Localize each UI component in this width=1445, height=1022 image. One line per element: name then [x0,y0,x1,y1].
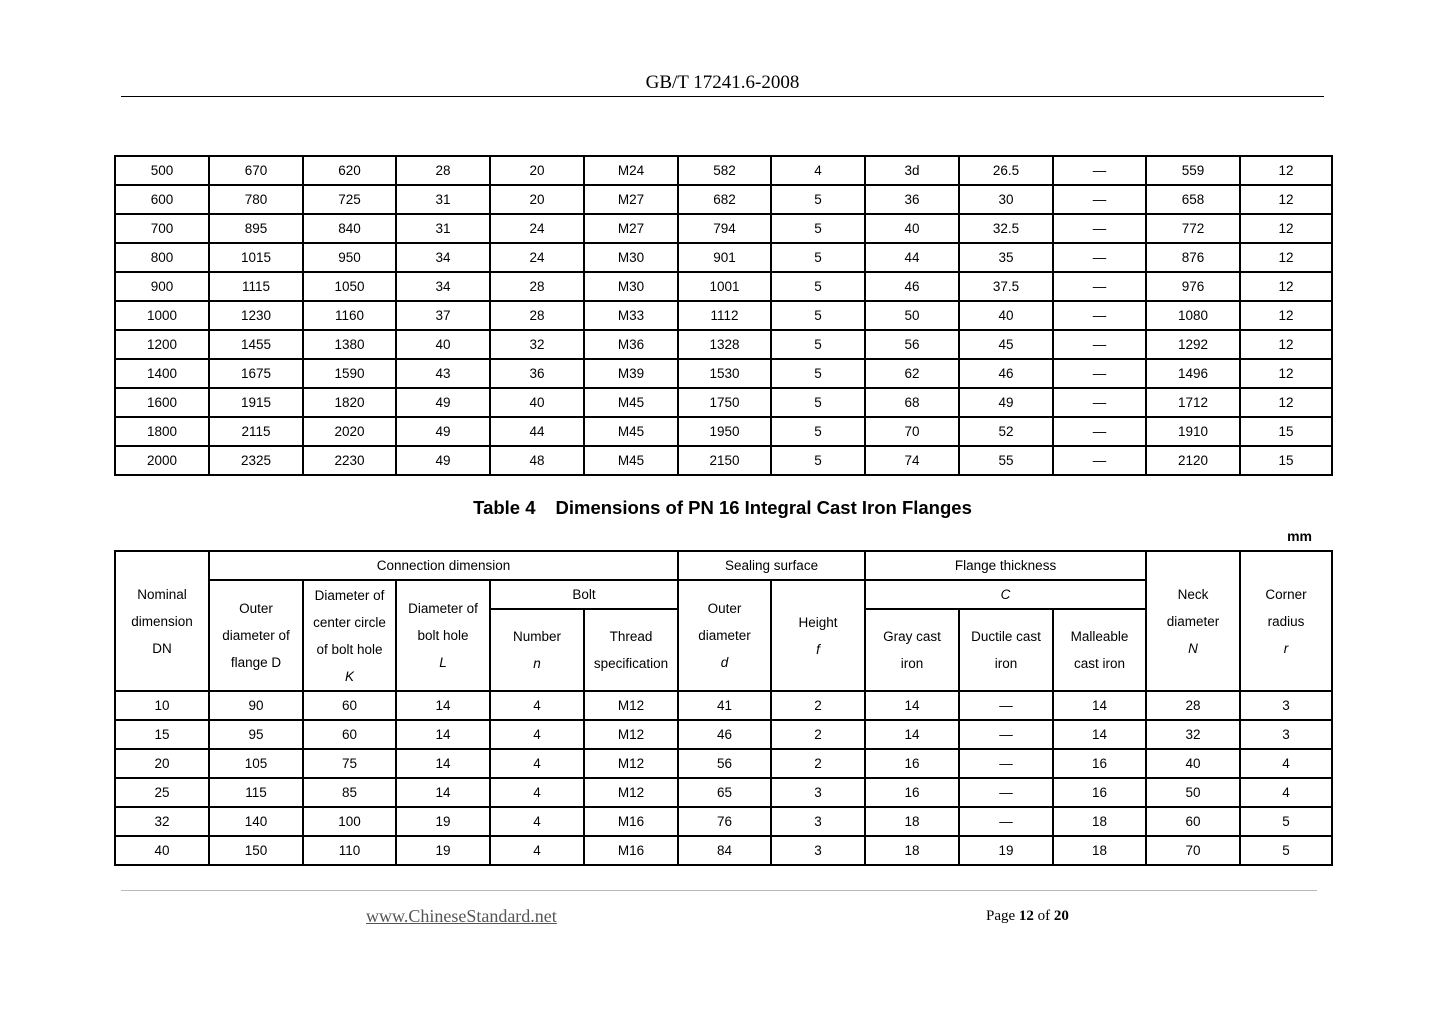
table-cell: 2 [771,691,865,720]
table-cell: 24 [490,243,584,272]
table-row [115,272,1332,301]
table-cell: 2 [771,749,865,778]
table-cell: M16 [584,836,678,865]
table-cell: 2000 [115,446,209,475]
page-current: 12 [1018,908,1034,924]
table-cell: 840 [303,214,396,243]
table-row [115,301,1332,330]
table-cell: 41 [678,691,771,720]
table-cell: 5 [771,417,865,446]
table-cell: 1328 [678,330,771,359]
table-cell: 1000 [115,301,209,330]
table-row [115,214,1332,243]
table-cell: M27 [584,185,678,214]
table-cell: 20 [115,749,209,778]
header-outer-diameter-d: Outer diameter d [678,580,771,691]
table-cell: 4 [490,691,584,720]
table-cell: — [1053,185,1146,214]
table-cell: 19 [959,836,1053,865]
table-cell: 44 [865,243,959,272]
table-cell: 2115 [209,417,303,446]
table-cell: M36 [584,330,678,359]
table-cell: 1080 [1146,301,1240,330]
table-cell: M16 [584,807,678,836]
table-cell: 74 [865,446,959,475]
table-cell: 2020 [303,417,396,446]
table-cell: — [1053,417,1146,446]
table-cell: 2325 [209,446,303,475]
table-cell: 2150 [678,446,771,475]
table-cell: 40 [959,301,1053,330]
table-cell: 35 [959,243,1053,272]
table-cell: 49 [396,446,490,475]
table-3-continued [114,155,1333,476]
table-cell: 14 [396,691,490,720]
table-cell: 794 [678,214,771,243]
header-thickness-symbol-c: C [865,580,1146,609]
header-bolt-hole-diameter: Diameter of bolt hole L [396,580,490,691]
table-cell: 28 [490,301,584,330]
header-corner-radius: Corner radius r [1240,551,1332,691]
table-cell: 28 [1146,691,1240,720]
header-flange-thickness: Flange thickness [865,551,1146,580]
table-cell: 600 [115,185,209,214]
table-cell: 36 [865,185,959,214]
header-bolt-number: Number n [490,609,584,691]
table-cell: 19 [396,836,490,865]
table-cell: M12 [584,720,678,749]
table-cell: 12 [1240,214,1332,243]
table-cell: 1530 [678,359,771,388]
table-cell: 84 [678,836,771,865]
table-cell: 18 [1053,807,1146,836]
table-4-unit: mm [1287,528,1312,544]
table-cell: 40 [490,388,584,417]
table-cell: 1750 [678,388,771,417]
table-cell: 1496 [1146,359,1240,388]
table-row [115,778,1332,807]
table-cell: 500 [115,156,209,185]
table-cell: 1200 [115,330,209,359]
table-cell: 20 [490,185,584,214]
table-cell: 20 [490,156,584,185]
table-cell: 34 [396,243,490,272]
table-cell: 12 [1240,272,1332,301]
table-cell: 876 [1146,243,1240,272]
table-cell: 56 [678,749,771,778]
table-cell: 14 [396,749,490,778]
table-cell: 28 [490,272,584,301]
table-cell: 5 [771,301,865,330]
table-cell: 670 [209,156,303,185]
table-cell: — [959,720,1053,749]
table-cell: 3 [771,778,865,807]
footer-rule [121,890,1317,891]
table-row [115,720,1332,749]
table-4-caption [0,497,1445,519]
table-cell: M30 [584,272,678,301]
table-cell: M27 [584,214,678,243]
table-cell: 1160 [303,301,396,330]
table-cell: 1112 [678,301,771,330]
table-cell: 10 [115,691,209,720]
table-cell: 700 [115,214,209,243]
table-cell: 55 [959,446,1053,475]
table-row [115,807,1332,836]
header-ductile-cast-iron: Ductile cast iron [959,609,1053,691]
header-neck-diameter: Neck diameter N [1146,551,1240,691]
table-cell: 70 [865,417,959,446]
table-cell: 725 [303,185,396,214]
table-cell: 18 [1053,836,1146,865]
table-cell: 2 [771,720,865,749]
table-cell: 32 [490,330,584,359]
table-cell: 140 [209,807,303,836]
document-header-title: GB/T 17241.6-2008 [645,72,800,93]
table-cell: 25 [115,778,209,807]
table-cell: 40 [1146,749,1240,778]
table-cell: 46 [678,720,771,749]
table-cell: 5 [1240,836,1332,865]
table-cell: 1115 [209,272,303,301]
table-cell: — [1053,446,1146,475]
header-outer-diameter-flange: Outer diameter of flange D [209,580,303,691]
table-cell: 1001 [678,272,771,301]
table-cell: 52 [959,417,1053,446]
table-cell: 900 [115,272,209,301]
table-cell: 1910 [1146,417,1240,446]
table-cell: 26.5 [959,156,1053,185]
table-cell: — [959,807,1053,836]
table-4-header [115,551,1332,691]
table-cell: 1800 [115,417,209,446]
table-cell: 3d [865,156,959,185]
table-cell: 16 [865,778,959,807]
table-cell: 15 [1240,417,1332,446]
table-cell: 32.5 [959,214,1053,243]
header-nominal-dimension: Nominal dimension DN [115,551,209,691]
table-cell: 4 [771,156,865,185]
table-cell: 4 [490,807,584,836]
table-cell: 60 [1146,807,1240,836]
table-cell: 34 [396,272,490,301]
table-cell: M24 [584,156,678,185]
table-row [115,388,1332,417]
header-malleable-cast-iron: Malleable cast iron [1053,609,1146,691]
table-cell: 1292 [1146,330,1240,359]
table-cell: 16 [1053,749,1146,778]
table-cell: 5 [771,272,865,301]
table-cell: 56 [865,330,959,359]
table-cell: 49 [396,417,490,446]
table-cell: 14 [865,720,959,749]
table-cell: 18 [865,807,959,836]
table-cell: 3 [771,807,865,836]
table-cell: 5 [771,359,865,388]
table-cell: 32 [115,807,209,836]
table-cell: 50 [865,301,959,330]
table-4-caption-number: Table 4 [473,497,536,518]
table-cell: — [959,778,1053,807]
table-cell: 1915 [209,388,303,417]
table-cell: 582 [678,156,771,185]
table-cell: 100 [303,807,396,836]
table-cell: M39 [584,359,678,388]
table-cell: 620 [303,156,396,185]
table-row [115,156,1332,185]
table-cell: 45 [959,330,1053,359]
footer-page-indicator [986,908,1069,925]
table-cell: 901 [678,243,771,272]
table-cell: 150 [209,836,303,865]
table-cell: — [1053,301,1146,330]
header-rule [121,96,1324,97]
table-cell: 1400 [115,359,209,388]
table-cell: 5 [771,446,865,475]
table-cell: 14 [1053,691,1146,720]
table-cell: M33 [584,301,678,330]
table-cell: 4 [490,836,584,865]
header-bolt: Bolt [490,580,678,609]
table-cell: 976 [1146,272,1240,301]
header-height: Height f [771,580,865,691]
table-row [115,749,1332,778]
table-cell: 5 [771,330,865,359]
table-row [115,836,1332,865]
table-cell: 15 [115,720,209,749]
table-cell: 16 [865,749,959,778]
table-cell: 14 [396,720,490,749]
table-cell: 28 [396,156,490,185]
table-cell: 50 [1146,778,1240,807]
table-cell: M45 [584,446,678,475]
table-cell: 895 [209,214,303,243]
header-thread-specification: Thread specification [584,609,678,691]
table-cell: 12 [1240,330,1332,359]
table-3-body [115,156,1332,475]
table-cell: 12 [1240,243,1332,272]
footer-website-link[interactable]: www.ChineseStandard.net [366,906,557,926]
table-cell: — [1053,243,1146,272]
table-row [115,417,1332,446]
table-cell: 1050 [303,272,396,301]
table-cell: 40 [865,214,959,243]
table-cell: 32 [1146,720,1240,749]
table-cell: 37 [396,301,490,330]
table-cell: 4 [490,749,584,778]
table-cell: 19 [396,807,490,836]
table-4 [114,550,1333,866]
table-row [115,185,1332,214]
page-word: Page [986,908,1016,924]
table-cell: 115 [209,778,303,807]
table-cell: 43 [396,359,490,388]
header-bolt-circle-diameter: Diameter of center circle of bolt hole K [303,580,396,691]
table-cell: M45 [584,388,678,417]
table-cell: 75 [303,749,396,778]
table-cell: 105 [209,749,303,778]
table-cell: — [959,691,1053,720]
table-cell: 70 [1146,836,1240,865]
table-row [115,691,1332,720]
table-cell: 18 [865,836,959,865]
table-cell: 16 [1053,778,1146,807]
page-of: of [1037,908,1051,924]
table-cell: 60 [303,691,396,720]
table-cell: 4 [1240,778,1332,807]
table-cell: 5 [771,388,865,417]
table-cell: 12 [1240,156,1332,185]
table-cell: — [1053,359,1146,388]
table-cell: 14 [1053,720,1146,749]
table-cell: 12 [1240,359,1332,388]
header-connection-dimension: Connection dimension [209,551,678,580]
table-cell: 772 [1146,214,1240,243]
table-cell: 5 [771,243,865,272]
table-cell: 14 [865,691,959,720]
table-cell: 4 [490,720,584,749]
table-cell: 780 [209,185,303,214]
table-cell: 682 [678,185,771,214]
table-cell: 800 [115,243,209,272]
table-4-body [115,691,1332,865]
table-cell: 30 [959,185,1053,214]
table-cell: 658 [1146,185,1240,214]
table-cell: 95 [209,720,303,749]
table-cell: M45 [584,417,678,446]
table-cell: 1590 [303,359,396,388]
table-cell: 2230 [303,446,396,475]
table-cell: 5 [771,185,865,214]
table-cell: 1820 [303,388,396,417]
table-cell: 1600 [115,388,209,417]
table-cell: 3 [1240,691,1332,720]
table-cell: 5 [1240,807,1332,836]
table-row [115,243,1332,272]
table-cell: 68 [865,388,959,417]
table-cell: — [1053,388,1146,417]
table-cell: 40 [396,330,490,359]
table-cell: — [1053,156,1146,185]
table-cell: 37.5 [959,272,1053,301]
table-cell: 12 [1240,185,1332,214]
table-cell: 12 [1240,301,1332,330]
table-cell: 3 [771,836,865,865]
table-cell: — [1053,330,1146,359]
table-row [115,359,1332,388]
table-cell: 3 [1240,720,1332,749]
table-cell: 1230 [209,301,303,330]
table-cell: 85 [303,778,396,807]
table-cell: 950 [303,243,396,272]
page-total: 20 [1053,908,1069,924]
table-cell: 76 [678,807,771,836]
table-cell: 1455 [209,330,303,359]
table-cell: 1675 [209,359,303,388]
table-cell: M12 [584,691,678,720]
table-cell: 90 [209,691,303,720]
table-cell: 1950 [678,417,771,446]
table-cell: 12 [1240,388,1332,417]
header-sealing-surface: Sealing surface [678,551,865,580]
table-cell: 5 [771,214,865,243]
table-cell: M30 [584,243,678,272]
table-cell: 48 [490,446,584,475]
table-cell: 31 [396,185,490,214]
table-cell: 65 [678,778,771,807]
table-cell: 40 [115,836,209,865]
table-row [115,446,1332,475]
table-cell: — [959,749,1053,778]
table-cell: 1712 [1146,388,1240,417]
table-cell: 559 [1146,156,1240,185]
table-cell: — [1053,214,1146,243]
table-cell: 110 [303,836,396,865]
table-row [115,330,1332,359]
table-cell: 36 [490,359,584,388]
table-cell: 4 [490,778,584,807]
table-cell: M12 [584,749,678,778]
table-cell: 24 [490,214,584,243]
table-cell: 44 [490,417,584,446]
table-cell: — [1053,272,1146,301]
table-cell: 60 [303,720,396,749]
table-cell: 15 [1240,446,1332,475]
table-cell: 1380 [303,330,396,359]
table-cell: 46 [959,359,1053,388]
table-cell: 46 [865,272,959,301]
table-cell: 49 [396,388,490,417]
table-cell: 2120 [1146,446,1240,475]
table-cell: 31 [396,214,490,243]
table-4-caption-title: Dimensions of PN 16 Integral Cast Iron Flanges [555,497,972,518]
table-cell: 1015 [209,243,303,272]
table-cell: 62 [865,359,959,388]
header-gray-cast-iron: Gray cast iron [865,609,959,691]
table-cell: 14 [396,778,490,807]
table-cell: 49 [959,388,1053,417]
table-cell: 4 [1240,749,1332,778]
table-cell: M12 [584,778,678,807]
